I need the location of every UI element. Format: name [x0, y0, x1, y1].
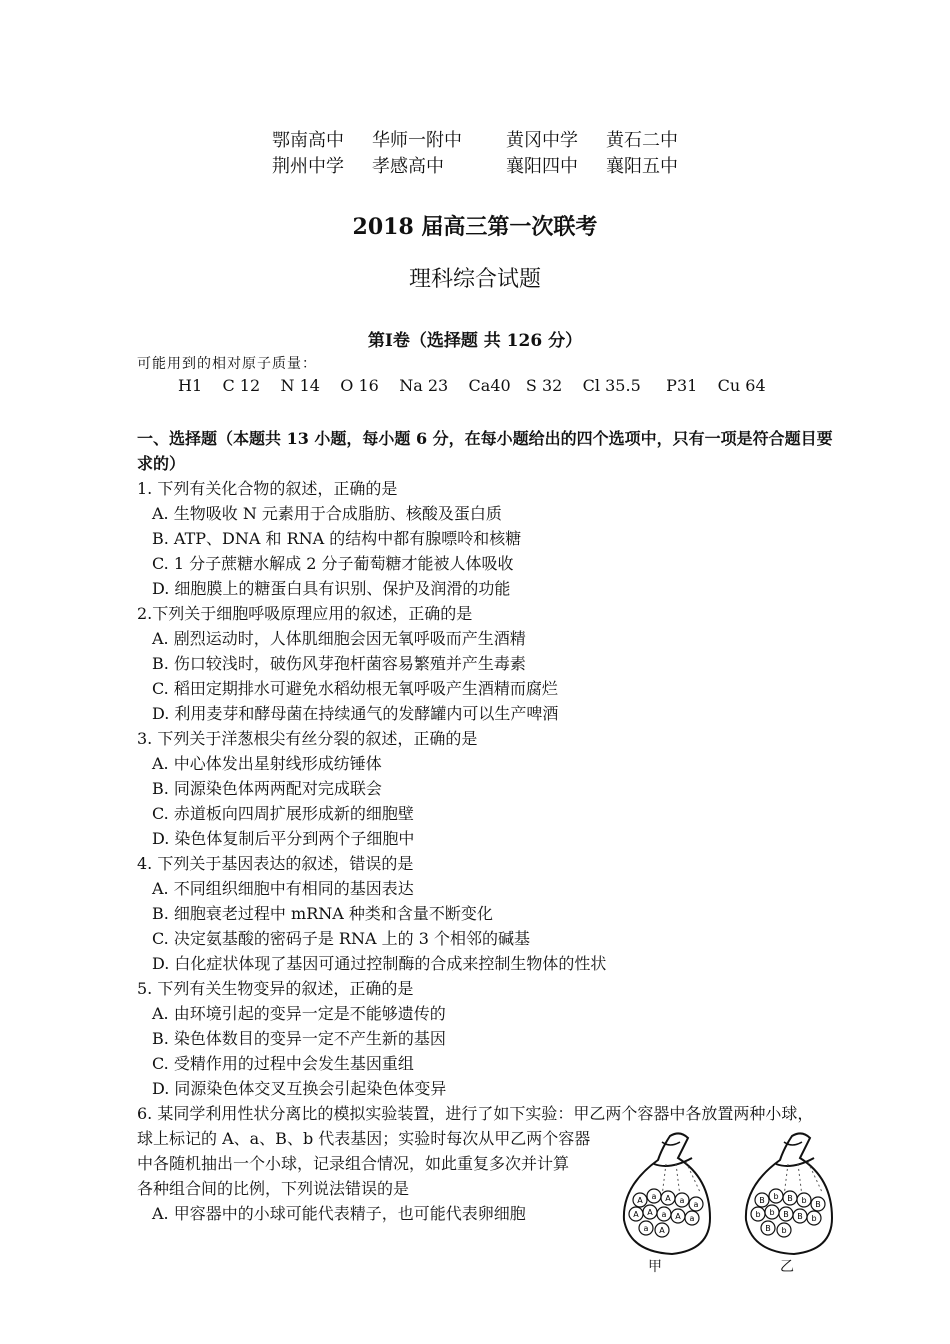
school-name: 荆州中学	[272, 156, 344, 177]
ball-label: b	[755, 1210, 761, 1219]
bag-figure	[610, 1128, 850, 1278]
question-stem: 2.下列关于细胞呼吸原理应用的叙述，正确的是	[137, 604, 473, 623]
question-stem-cont: 球上标记的 A、a、B、b 代表基因；实验时每次从甲乙两个容器	[137, 1129, 591, 1148]
question-stem-cont: 各种组合间的比例，下列说法错误的是	[137, 1179, 410, 1198]
bag-yi-label: 乙	[780, 1259, 794, 1275]
question-option: A. 不同组织细胞中有相同的基因表达	[152, 879, 414, 898]
bag-jia-icon	[624, 1133, 710, 1254]
ball-label: A	[675, 1212, 681, 1221]
question-option: D. 细胞膜上的糖蛋白具有识别、保护及润滑的功能	[152, 579, 511, 598]
ball-label: A	[633, 1210, 639, 1219]
school-name: 襄阳五中	[606, 156, 678, 177]
ball-label: B	[759, 1196, 765, 1205]
ball-label: a	[689, 1214, 695, 1223]
question-option: A. 由环境引起的变异一定是不能够遗传的	[152, 1004, 446, 1023]
ball-label: A	[659, 1226, 665, 1235]
question-stem-cont: 中各随机抽出一个小球，记录组合情况，如此重复多次并计算	[137, 1154, 570, 1173]
question-option: B. 同源染色体两两配对完成联会	[152, 779, 382, 798]
section-heading: 一、选择题（本题共 13 小题，每小题 6 分，在每小题给出的四个选项中，只有一项是符合题目要	[137, 429, 833, 448]
question-option: A. 甲容器中的小球可能代表精子，也可能代表卵细胞	[152, 1204, 526, 1223]
ball-label: A	[647, 1208, 653, 1217]
question-option: D. 同源染色体交叉互换会引起染色体变异	[152, 1079, 447, 1098]
ball-label: A	[637, 1196, 643, 1205]
question-stem: 5. 下列有关生物变异的叙述，正确的是	[137, 979, 414, 998]
ball-label: a	[661, 1210, 667, 1219]
ball-label: B	[815, 1200, 821, 1209]
ball-label: a	[693, 1200, 699, 1209]
question-stem: 1. 下列有关化合物的叙述，正确的是	[137, 479, 398, 498]
ball-label: b	[769, 1208, 775, 1217]
ball-label: B	[797, 1212, 803, 1221]
question-option: C. 1 分子蔗糖水解成 2 分子葡萄糖才能被人体吸收	[152, 554, 514, 573]
question-option: B. 染色体数目的变异一定不产生新的基因	[152, 1029, 446, 1048]
school-name: 襄阳四中	[506, 156, 578, 177]
bag-jia-label: 甲	[648, 1259, 662, 1275]
ball-label: A	[665, 1194, 671, 1203]
question-option: A. 剧烈运动时，人体肌细胞会因无氧呼吸而产生酒精	[152, 629, 526, 648]
question-stem: 3. 下列关于洋葱根尖有丝分裂的叙述，正确的是	[137, 729, 478, 748]
part-heading: 第Ⅰ卷（选择题 共 126 分）	[367, 331, 583, 351]
atomic-mass-label: 可能用到的相对原子质量：	[137, 356, 317, 372]
question-option: D. 利用麦芽和酵母菌在持续通气的发酵罐内可以生产啤酒	[152, 704, 559, 723]
question-option: A. 中心体发出星射线形成纺锤体	[152, 754, 382, 773]
question-option: B. 细胞衰老过程中 mRNA 种类和含量不断变化	[152, 904, 493, 923]
question-option: B. 伤口较浅时，破伤风芽孢杆菌容易繁殖并产生毒素	[152, 654, 526, 673]
exam-subtitle: 理科综合试题	[408, 267, 541, 292]
atomic-mass-values: H1 C 12 N 14 O 16 Na 23 Ca40 S 32 Cl 35.5 P31 Cu 64	[178, 376, 766, 395]
question-stem: 6. 某同学利用性状分离比的模拟实验装置，进行了如下实验：甲乙两个容器中各放置两种小球，	[137, 1104, 814, 1123]
question-stem: 4. 下列关于基因表达的叙述，错误的是	[137, 854, 414, 873]
question-option: C. 稻田定期排水可避免水稻幼根无氧呼吸产生酒精而腐烂	[152, 679, 558, 698]
question-option: D. 白化症状体现了基因可通过控制酶的合成来控制生物体的性状	[152, 954, 607, 973]
school-name: 孝感高中	[372, 156, 444, 177]
section-heading-cont: 求的）	[137, 454, 186, 473]
question-option: C. 赤道板向四周扩展形成新的细胞壁	[152, 804, 414, 823]
ball-label: b	[781, 1226, 787, 1235]
ball-label: B	[765, 1224, 771, 1233]
school-name: 华师一附中	[372, 130, 462, 151]
ball-label: B	[787, 1194, 793, 1203]
exam-title: 2018 届高三第一次联考	[352, 214, 598, 240]
ball-label: a	[679, 1196, 685, 1205]
ball-label: b	[801, 1196, 807, 1205]
ball-label: b	[811, 1214, 817, 1223]
ball-label: a	[643, 1224, 649, 1233]
question-option: A. 生物吸收 N 元素用于合成脂肪、核酸及蛋白质	[152, 504, 502, 523]
question-option: C. 决定氨基酸的密码子是 RNA 上的 3 个相邻的碱基	[152, 929, 530, 948]
question-option: C. 受精作用的过程中会发生基因重组	[152, 1054, 414, 1073]
bag-yi-icon	[746, 1133, 832, 1254]
school-name: 鄂南高中	[272, 130, 344, 151]
ball-label: b	[773, 1192, 779, 1201]
school-name: 黄冈中学	[506, 130, 578, 151]
question-option: D. 染色体复制后平分到两个子细胞中	[152, 829, 415, 848]
question-option: B. ATP、DNA 和 RNA 的结构中都有腺嘌呤和核糖	[152, 529, 522, 548]
school-name: 黄石二中	[606, 130, 678, 151]
ball-label: B	[783, 1210, 789, 1219]
ball-label: a	[651, 1192, 657, 1201]
